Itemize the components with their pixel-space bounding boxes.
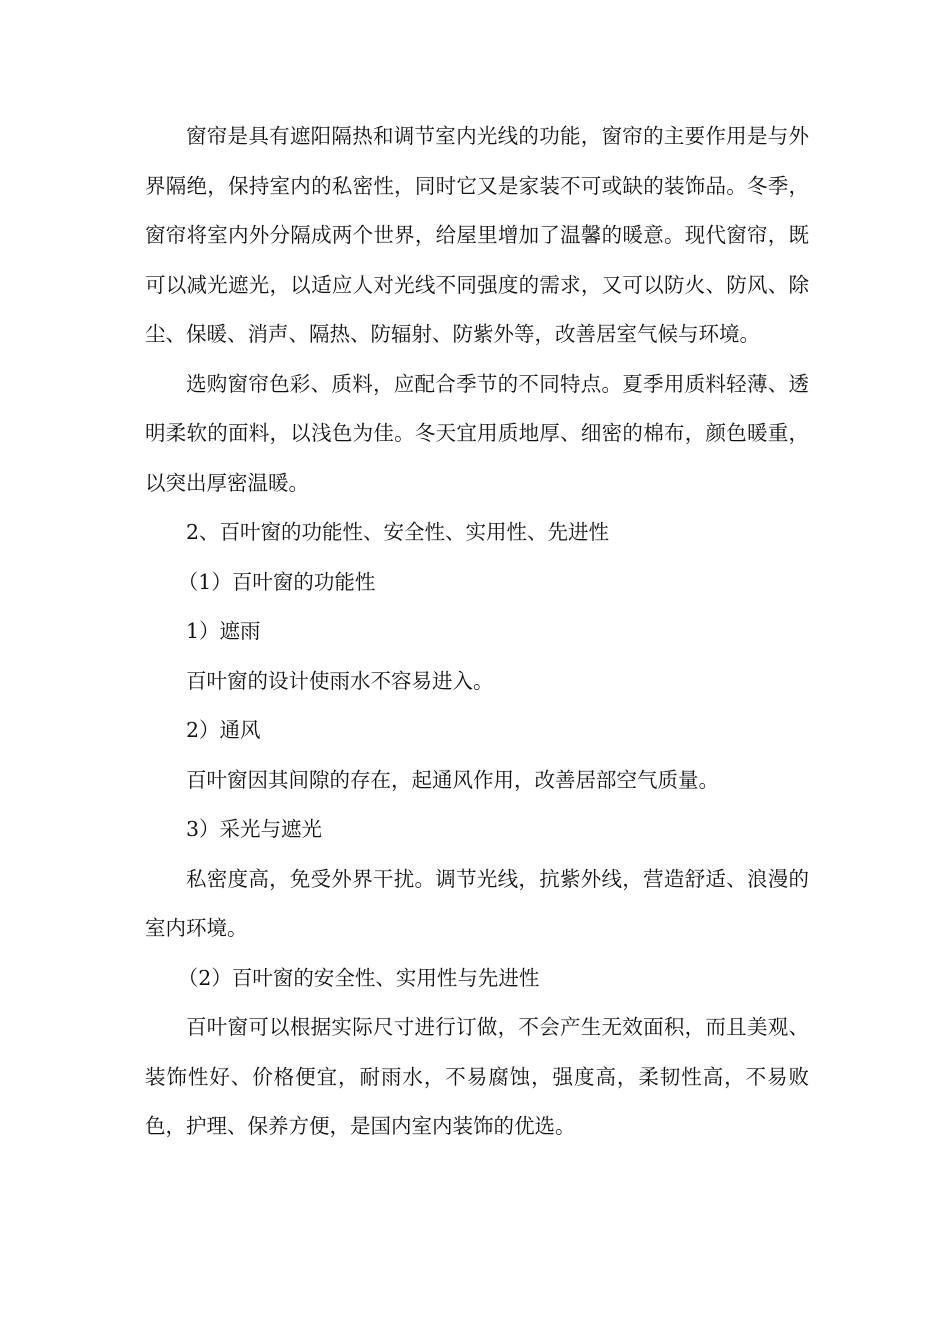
subheading-blinds-function: （1）百叶窗的功能性: [177, 569, 376, 594]
item-heading-lighting: 3）采光与遮光: [186, 817, 323, 841]
document-page: [145, 112, 809, 1152]
item-heading-ventilation: 2）通风: [186, 718, 261, 742]
paragraph-ventilation: 百叶窗因其间隙的存在，起通风作用，改善居部空气质量。: [186, 767, 719, 792]
section-heading-blinds: 2、百叶窗的功能性、安全性、实用性、先进性: [186, 520, 610, 544]
paragraph-blinds-safety: 百叶窗可以根据实际尺寸进行订做，不会产生无效面积，而且美观、装饰性好、价格便宜，耐雨水，不易腐蚀，强度高，柔韧性高，不易败色，护理、保养方便，是国内室内装饰的优选。: [145, 1015, 809, 1138]
paragraph-lighting: 私密度高，免受外界干扰。调节光线，抗紫外线，营造舒适、浪漫的室内环境。: [145, 866, 809, 940]
paragraph-curtain-selection: 选购窗帘色彩、质料，应配合季节的不同特点。夏季用质料轻薄、透明柔软的面料，以浅色为佳。冬天宜用质地厚、细密的棉布，颜色暖重，以突出厚密温暖。: [145, 371, 809, 495]
subheading-blinds-safety: （2）百叶窗的安全性、实用性与先进性: [177, 965, 540, 990]
paragraph-rain: 百叶窗的设计使雨水不容易进入。: [186, 668, 494, 693]
item-heading-rain: 1）遮雨: [186, 619, 261, 643]
paragraph-curtain-function: 窗帘是具有遮阳隔热和调节室内光线的功能，窗帘的主要作用是与外界隔绝，保持室内的私密性，同时它又是家装不可或缺的装饰品。冬季，窗帘将室内外分隔成两个世界，给屋里增加了温馨的暖意。现代窗帘，既可以减光遮光，以适应人对光线不同强度的需求，又可以防火、防风、除尘、保暖、消声、隔热、防辐射、防紫外等，改善居室气候与环境。: [145, 124, 809, 346]
